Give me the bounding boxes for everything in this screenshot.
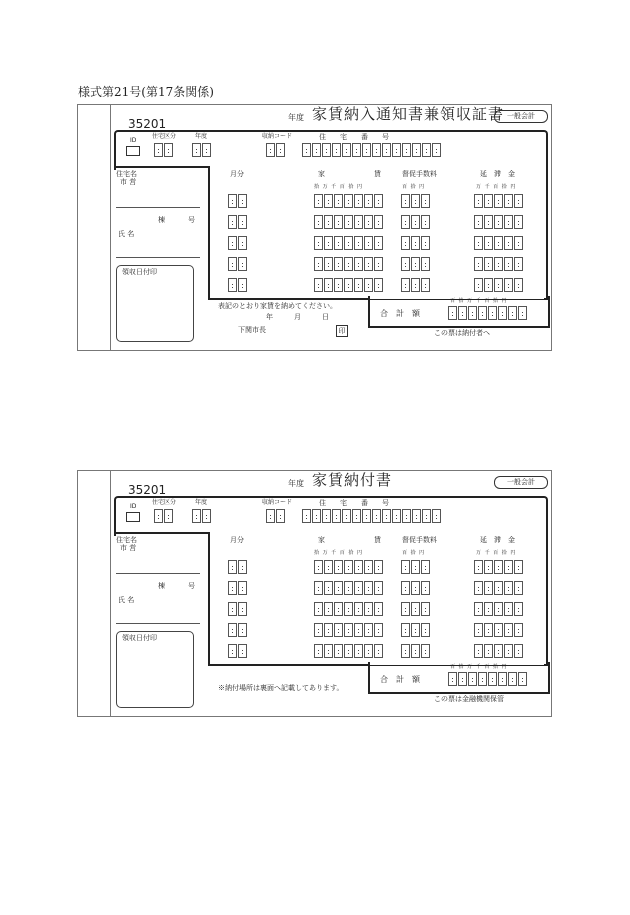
- row1-fee[interactable]: [401, 194, 431, 208]
- tokusoku-label: 督促手数料: [402, 170, 437, 178]
- stub-divider: [110, 105, 111, 350]
- mayor-label: 下関市長: [238, 326, 266, 334]
- row1-rent[interactable]: [314, 194, 384, 208]
- rent-payment-slip-form: [77, 470, 552, 717]
- ryoshu-label: 領収日付印: [122, 268, 157, 276]
- shiei-label: 市 営: [120, 544, 137, 552]
- kubun-label: 住宅区分: [152, 499, 177, 506]
- nendo-head-label: 年度: [195, 133, 208, 140]
- row4-fee[interactable]: [401, 623, 431, 637]
- row2-month[interactable]: [228, 581, 248, 595]
- to-label: 棟: [158, 216, 165, 224]
- row3-rent[interactable]: [314, 602, 384, 616]
- row1-fee[interactable]: [401, 560, 431, 574]
- instruction-note: 表記のとおり家賃を納めてください。: [218, 302, 337, 310]
- row3-month[interactable]: [228, 236, 248, 250]
- row2-month[interactable]: [228, 215, 248, 229]
- yachin-label: 家 賃: [318, 170, 381, 178]
- nendo-head-label: 年度: [195, 499, 208, 506]
- jutaku-mei-label: 住宅名: [116, 536, 137, 544]
- total-label: 合 計 額: [380, 675, 420, 684]
- entai-label: 延 滞 金: [480, 170, 515, 178]
- units-tokusoku: 百 拾 円: [402, 550, 425, 556]
- year-label: 年度: [288, 113, 304, 122]
- row2-fee[interactable]: [401, 215, 431, 229]
- shimei-label: 氏 名: [118, 596, 135, 604]
- row1-late[interactable]: [474, 560, 524, 574]
- footer-note: この票は金融機関保管: [434, 695, 504, 703]
- general-account-badge: 一般会計: [494, 476, 548, 489]
- tokusoku-label: 督促手数料: [402, 536, 437, 544]
- row5-late[interactable]: [474, 278, 524, 292]
- footer-note: この票は納付者へ: [434, 329, 490, 337]
- kubun-cells[interactable]: [154, 143, 174, 157]
- getsubun-label: 月分: [230, 170, 244, 178]
- row3-fee[interactable]: [401, 236, 431, 250]
- row2-fee[interactable]: [401, 581, 431, 595]
- row3-rent[interactable]: [314, 236, 384, 250]
- jutaku-mei-label: 住宅名: [116, 170, 137, 178]
- total-cells[interactable]: [448, 672, 528, 686]
- go-label: 号: [188, 216, 195, 224]
- jutaku-line: [116, 207, 200, 208]
- units-yachin: 拾 万 千 百 拾 円: [314, 550, 362, 556]
- id-label: ID: [130, 503, 137, 510]
- row1-month[interactable]: [228, 560, 248, 574]
- row4-fee[interactable]: [401, 257, 431, 271]
- form-title: 家賃納付書: [312, 471, 393, 489]
- row3-late[interactable]: [474, 236, 524, 250]
- shimei-line: [116, 623, 200, 624]
- jutaku-line: [116, 573, 200, 574]
- shuno-cells[interactable]: [266, 509, 286, 523]
- nendo-cells[interactable]: [192, 143, 212, 157]
- go-label: 号: [188, 582, 195, 590]
- row5-rent[interactable]: [314, 644, 384, 658]
- nendo-cells[interactable]: [192, 509, 212, 523]
- receipt-stamp-box: [116, 631, 194, 708]
- seal-mark: 印: [336, 325, 348, 337]
- general-account-badge: 一般会計: [494, 110, 548, 123]
- row5-month[interactable]: [228, 644, 248, 658]
- payment-place-note: ※納付場所は裏面へ記載してあります。: [218, 684, 344, 692]
- kubun-label: 住宅区分: [152, 133, 177, 140]
- row3-fee[interactable]: [401, 602, 431, 616]
- shuno-label: 収納コード: [262, 133, 293, 140]
- row5-month[interactable]: [228, 278, 248, 292]
- form-title: 家賃納入通知書兼領収証書: [312, 105, 505, 123]
- shiei-label: 市 営: [120, 178, 137, 186]
- total-cells[interactable]: [448, 306, 528, 320]
- shimei-label: 氏 名: [118, 230, 135, 238]
- shuno-label: 収納コード: [262, 499, 293, 506]
- row2-late[interactable]: [474, 215, 524, 229]
- jutaku-label: 住 宅 番 号: [319, 133, 389, 141]
- form-code: 35201: [128, 483, 167, 497]
- jutaku-cells[interactable]: [302, 509, 442, 523]
- ryoshu-label: 領収日付印: [122, 634, 157, 642]
- row4-late[interactable]: [474, 257, 524, 271]
- row2-late[interactable]: [474, 581, 524, 595]
- units-tokusoku: 百 拾 円: [402, 184, 425, 190]
- row4-late[interactable]: [474, 623, 524, 637]
- year-label: 年度: [288, 479, 304, 488]
- id-box[interactable]: [126, 146, 140, 156]
- kubun-cells[interactable]: [154, 509, 174, 523]
- row5-rent[interactable]: [314, 278, 384, 292]
- jutaku-cells[interactable]: [302, 143, 442, 157]
- receipt-stamp-box: [116, 265, 194, 342]
- row2-rent[interactable]: [314, 215, 384, 229]
- units-entai: 万 千 百 拾 円: [476, 184, 516, 190]
- form-code: 35201: [128, 117, 167, 131]
- row5-fee[interactable]: [401, 644, 431, 658]
- shuno-cells[interactable]: [266, 143, 286, 157]
- getsubun-label: 月分: [230, 536, 244, 544]
- row4-month[interactable]: [228, 623, 248, 637]
- entai-label: 延 滞 金: [480, 536, 515, 544]
- row5-late[interactable]: [474, 644, 524, 658]
- jutaku-label: 住 宅 番 号: [319, 499, 389, 507]
- units-entai: 万 千 百 拾 円: [476, 550, 516, 556]
- row1-month[interactable]: [228, 194, 248, 208]
- row1-late[interactable]: [474, 194, 524, 208]
- units-total: 百 拾 万 千 百 拾 円: [450, 298, 507, 304]
- row4-rent[interactable]: [314, 623, 384, 637]
- row3-month[interactable]: [228, 602, 248, 616]
- row3-late[interactable]: [474, 602, 524, 616]
- id-box[interactable]: [126, 512, 140, 522]
- stub-divider: [110, 471, 111, 716]
- row5-fee[interactable]: [401, 278, 431, 292]
- row4-rent[interactable]: [314, 257, 384, 271]
- rent-notice-receipt-form: [77, 104, 552, 351]
- shimei-line: [116, 257, 200, 258]
- to-label: 棟: [158, 582, 165, 590]
- date-line: 年 月 日: [266, 313, 329, 321]
- form-caption: 様式第21号(第17条関係): [78, 85, 214, 99]
- yachin-label: 家 賃: [318, 536, 381, 544]
- total-label: 合 計 額: [380, 309, 420, 318]
- outline-left-cut: [114, 166, 210, 168]
- row4-month[interactable]: [228, 257, 248, 271]
- units-total: 百 拾 万 千 百 拾 円: [450, 664, 507, 670]
- id-label: ID: [130, 137, 137, 144]
- row1-rent[interactable]: [314, 560, 384, 574]
- outline-left-cut: [114, 532, 210, 534]
- units-yachin: 拾 万 千 百 拾 円: [314, 184, 362, 190]
- row2-rent[interactable]: [314, 581, 384, 595]
